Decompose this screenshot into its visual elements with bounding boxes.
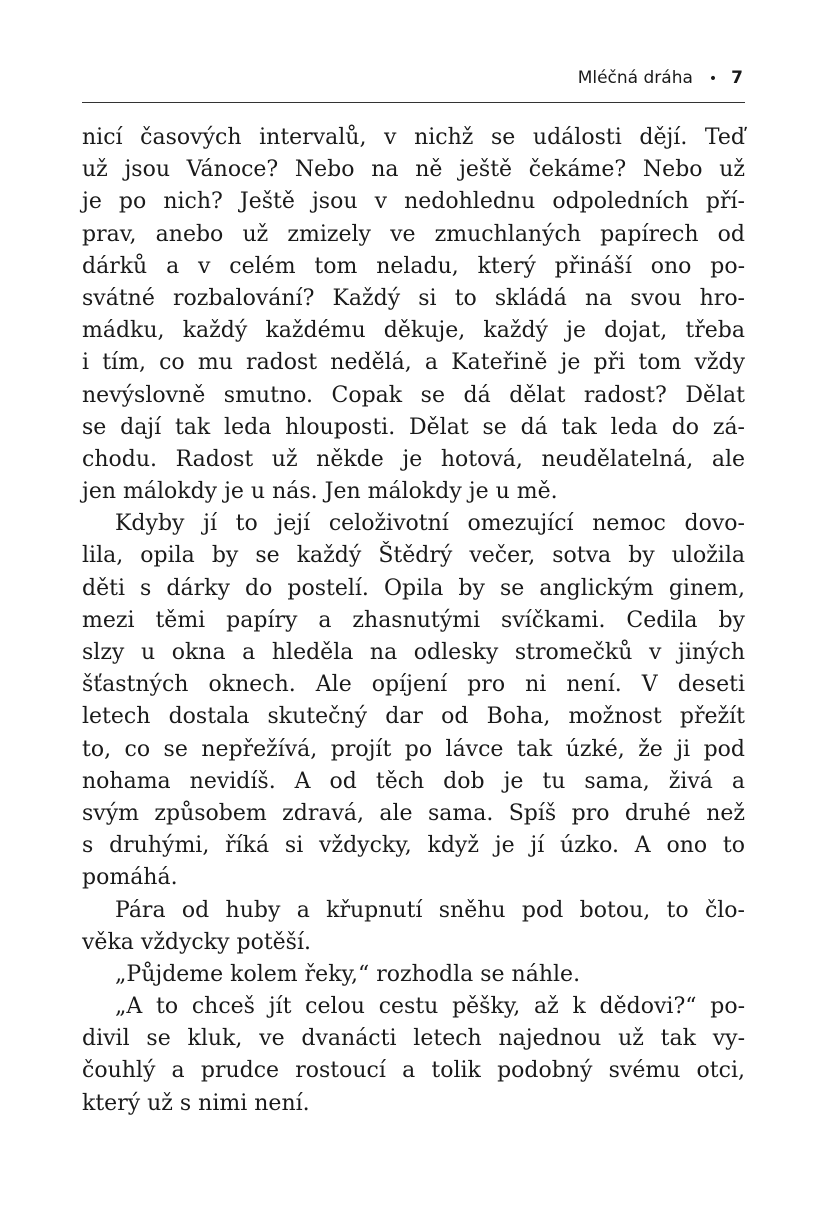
text-line: už jsou Vánoce? Nebo na ně ještě čekáme? Nebo už [82, 157, 745, 183]
body-text [82, 122, 745, 1120]
paragraph [82, 959, 745, 991]
text-line: chodu. Radost už někde je hotová, neudělatelná, ale [82, 446, 745, 472]
text-line: lila, opila by se každý Štědrý večer, sotva by uložila [82, 543, 745, 569]
running-title: Mléčná dráha [577, 68, 693, 88]
text-line: prav, anebo už zmizely ve zmuchlaných papírech od [82, 221, 745, 247]
text-line: svým způsobem zdravá, ale sama. Spíš pro druhé než [82, 800, 745, 826]
text-line: věka vždycky potěší. [82, 929, 312, 955]
text-line: mádku, každý každému děkuje, každý je dojat, třeba [82, 318, 745, 344]
text-line: nohama nevidíš. A od těch dob je tu sama, živá a [82, 768, 745, 794]
header-separator: • [708, 71, 718, 87]
text-line: i tím, co mu radost nedělá, a Kateřině je při tom vždy [82, 350, 745, 376]
text-line: se dají tak leda hlouposti. Dělat se dá tak leda do zá- [82, 414, 745, 440]
text-line: děti s dárky do postelí. Opila by se anglickým ginem, [82, 575, 745, 601]
paragraph [82, 508, 745, 894]
text-line: šťastných oknech. Ale opíjení pro ni není. V deseti [82, 672, 745, 698]
text-line: Pára od huby a křupnutí sněhu pod botou, to člo- [115, 897, 745, 923]
running-header [82, 62, 745, 103]
text-line: jen málokdy je u nás. Jen málokdy je u mě. [82, 479, 558, 505]
text-line: který už s nimi není. [82, 1090, 310, 1116]
text-line: „Půjdeme kolem řeky,“ rozhodla se náhle. [115, 961, 581, 987]
text-line: to, co se nepřežívá, projít po lávce tak úzké, že ji pod [82, 736, 745, 762]
text-line: je po nich? Ještě jsou v nedohlednu odpoledních pří- [82, 189, 745, 215]
text-line: Kdyby jí to její celoživotní omezující nemoc dovo- [115, 511, 745, 537]
text-line: pomáhá. [82, 865, 178, 891]
text-line: svátné rozbalování? Každý si to skládá na svou hro- [82, 285, 745, 311]
paragraph [82, 895, 745, 959]
paragraph [82, 991, 745, 1120]
text-line: divil se kluk, ve dvanácti letech najednou už tak vy- [82, 1026, 745, 1052]
text-line: letech dostala skutečný dar od Boha, možnost přežít [82, 704, 745, 730]
text-line: slzy u okna a hleděla na odlesky stromečků v jiných [82, 640, 745, 665]
page-number: 7 [731, 68, 743, 88]
text-line: s druhými, říká si vždycky, když je jí úzko. A ono to [82, 833, 745, 859]
text-line: nicí časových intervalů, v nichž se události dějí. Teď [82, 125, 745, 150]
text-line: čouhlý a prudce rostoucí a tolik podobný svému otci, [82, 1058, 745, 1084]
header-content [578, 66, 743, 91]
text-line: nevýslovně smutno. Copak se dá dělat radost? Dělat [82, 382, 745, 408]
text-line: „A to chceš jít celou cestu pěšky, až k dědovi?“ po- [115, 994, 745, 1020]
text-line: mezi těmi papíry a zhasnutými svíčkami. Cedila by [82, 607, 745, 633]
text-line: dárků a v celém tom neladu, který přináší ono po- [82, 253, 745, 279]
paragraph [82, 122, 745, 508]
